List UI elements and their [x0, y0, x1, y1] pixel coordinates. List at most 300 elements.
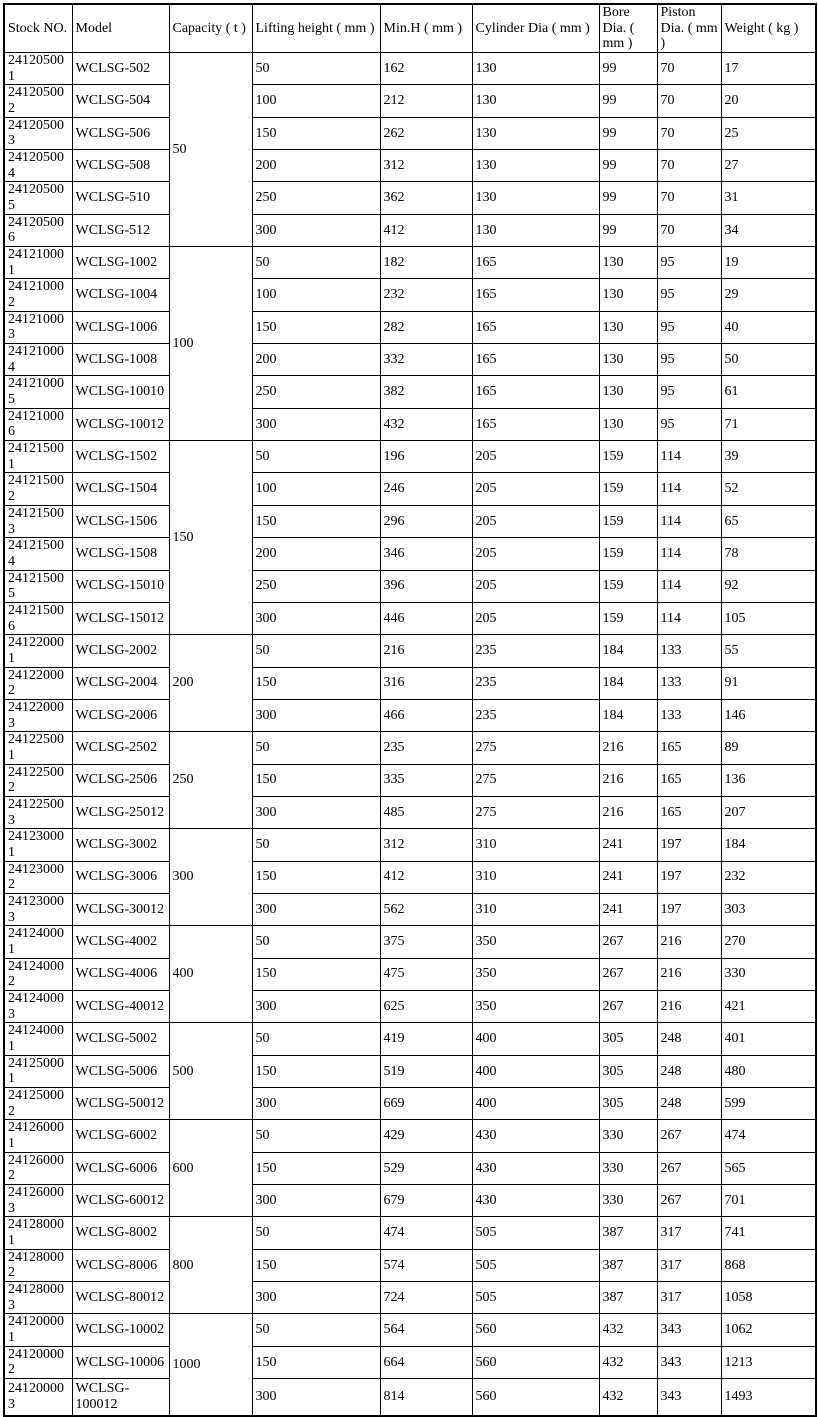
cell-model: WCLSG-3002	[72, 829, 169, 861]
cell-piston: 343	[657, 1314, 721, 1346]
cell-minh: 574	[380, 1249, 472, 1281]
cell-weight: 184	[721, 829, 816, 861]
cell-cylinder: 400	[472, 1023, 599, 1055]
cell-piston: 317	[657, 1217, 721, 1249]
cell-lifting: 250	[252, 376, 380, 408]
cell-minh: 669	[380, 1088, 472, 1120]
cell-lifting: 200	[252, 150, 380, 182]
cell-bore: 267	[599, 990, 657, 1022]
cell-model: WCLSG-4002	[72, 926, 169, 958]
cell-weight: 71	[721, 408, 816, 440]
cell-capacity: 150	[169, 441, 252, 635]
cell-lifting: 300	[252, 893, 380, 925]
cell-piston: 133	[657, 635, 721, 667]
cell-lifting: 300	[252, 990, 380, 1022]
cell-minh: 529	[380, 1152, 472, 1184]
cell-weight: 29	[721, 279, 816, 311]
cell-model: WCLSG-3006	[72, 861, 169, 893]
cell-weight: 1062	[721, 1314, 816, 1346]
cell-bore: 99	[599, 53, 657, 85]
cell-bore: 387	[599, 1282, 657, 1314]
cell-model: WCLSG-30012	[72, 893, 169, 925]
cell-model: WCLSG-2506	[72, 764, 169, 796]
column-header-model: Model	[72, 4, 169, 53]
cell-minh: 664	[380, 1346, 472, 1378]
cell-model: WCLSG-10012	[72, 408, 169, 440]
cell-stock: 241215005	[4, 570, 72, 602]
cell-piston: 114	[657, 602, 721, 634]
cell-stock: 241225003	[4, 796, 72, 828]
cell-minh: 296	[380, 505, 472, 537]
cell-model: WCLSG-1506	[72, 505, 169, 537]
cell-weight: 52	[721, 473, 816, 505]
cell-cylinder: 165	[472, 408, 599, 440]
cell-cylinder: 130	[472, 53, 599, 85]
cell-weight: 599	[721, 1088, 816, 1120]
cell-bore: 216	[599, 732, 657, 764]
cell-piston: 165	[657, 732, 721, 764]
cell-piston: 95	[657, 311, 721, 343]
cell-lifting: 300	[252, 408, 380, 440]
cell-bore: 130	[599, 344, 657, 376]
cell-lifting: 150	[252, 311, 380, 343]
cell-stock: 241250001	[4, 1055, 72, 1087]
cell-piston: 70	[657, 214, 721, 246]
cell-weight: 868	[721, 1249, 816, 1281]
cell-lifting: 50	[252, 53, 380, 85]
table-row	[4, 505, 816, 537]
cell-bore: 387	[599, 1249, 657, 1281]
table-row	[4, 1152, 816, 1184]
cell-lifting: 150	[252, 667, 380, 699]
table-row	[4, 279, 816, 311]
cell-piston: 95	[657, 408, 721, 440]
cell-weight: 50	[721, 344, 816, 376]
cell-piston: 114	[657, 505, 721, 537]
cell-cylinder: 350	[472, 990, 599, 1022]
cell-weight: 330	[721, 958, 816, 990]
table-row	[4, 1185, 816, 1217]
cell-model: WCLSG-1008	[72, 344, 169, 376]
cell-model: WCLSG-15012	[72, 602, 169, 634]
cell-model: WCLSG-1504	[72, 473, 169, 505]
cell-piston: 197	[657, 829, 721, 861]
table-row	[4, 1282, 816, 1314]
cell-weight: 701	[721, 1185, 816, 1217]
table-row	[4, 732, 816, 764]
cell-lifting: 300	[252, 1379, 380, 1416]
cell-stock: 241210006	[4, 408, 72, 440]
cell-lifting: 150	[252, 861, 380, 893]
cell-stock: 241210005	[4, 376, 72, 408]
column-header-lifting-height: Lifting height ( mm )	[252, 4, 380, 53]
cell-minh: 382	[380, 376, 472, 408]
cell-cylinder: 275	[472, 732, 599, 764]
cell-cylinder: 235	[472, 667, 599, 699]
cell-stock: 241205002	[4, 85, 72, 117]
cell-cylinder: 275	[472, 796, 599, 828]
cell-bore: 99	[599, 150, 657, 182]
cell-cylinder: 235	[472, 699, 599, 731]
table-row	[4, 408, 816, 440]
cell-stock: 241240001	[4, 1023, 72, 1055]
cell-minh: 182	[380, 247, 472, 279]
cell-capacity: 600	[169, 1120, 252, 1217]
cell-minh: 562	[380, 893, 472, 925]
cell-weight: 401	[721, 1023, 816, 1055]
table-row	[4, 117, 816, 149]
cell-piston: 216	[657, 926, 721, 958]
cell-capacity: 300	[169, 829, 252, 926]
cell-lifting: 300	[252, 214, 380, 246]
cell-model: WCLSG-6006	[72, 1152, 169, 1184]
cell-weight: 20	[721, 85, 816, 117]
table-row	[4, 53, 816, 85]
cell-piston: 114	[657, 570, 721, 602]
cell-lifting: 250	[252, 570, 380, 602]
cell-minh: 332	[380, 344, 472, 376]
cell-lifting: 50	[252, 1314, 380, 1346]
cell-bore: 387	[599, 1217, 657, 1249]
cell-model: WCLSG-510	[72, 182, 169, 214]
cell-bore: 267	[599, 926, 657, 958]
cell-piston: 133	[657, 667, 721, 699]
cell-stock: 241205001	[4, 53, 72, 85]
cell-piston: 114	[657, 538, 721, 570]
cell-lifting: 150	[252, 1346, 380, 1378]
cell-minh: 412	[380, 214, 472, 246]
cell-minh: 412	[380, 861, 472, 893]
cell-lifting: 50	[252, 1023, 380, 1055]
cell-weight: 207	[721, 796, 816, 828]
cell-piston: 95	[657, 247, 721, 279]
cell-cylinder: 350	[472, 926, 599, 958]
table-row	[4, 182, 816, 214]
column-header-cylinder-dia: Cylinder Dia ( mm )	[472, 4, 599, 53]
cell-cylinder: 235	[472, 635, 599, 667]
cell-stock: 241205004	[4, 150, 72, 182]
cell-model: WCLSG-8002	[72, 1217, 169, 1249]
cell-minh: 429	[380, 1120, 472, 1152]
cell-lifting: 100	[252, 85, 380, 117]
cell-weight: 1213	[721, 1346, 816, 1378]
table-row	[4, 538, 816, 570]
cell-model: WCLSG-10002	[72, 1314, 169, 1346]
cell-weight: 39	[721, 441, 816, 473]
cell-model: WCLSG-5006	[72, 1055, 169, 1087]
cell-lifting: 50	[252, 635, 380, 667]
cell-minh: 232	[380, 279, 472, 311]
cell-weight: 303	[721, 893, 816, 925]
cell-lifting: 100	[252, 279, 380, 311]
column-header-weight: Weight ( kg )	[721, 4, 816, 53]
cell-minh: 466	[380, 699, 472, 731]
cell-lifting: 50	[252, 247, 380, 279]
cell-cylinder: 130	[472, 182, 599, 214]
cell-lifting: 300	[252, 602, 380, 634]
cell-cylinder: 430	[472, 1185, 599, 1217]
cell-stock: 241215004	[4, 538, 72, 570]
cell-stock: 241280001	[4, 1217, 72, 1249]
cell-bore: 99	[599, 182, 657, 214]
cell-bore: 130	[599, 408, 657, 440]
table-row	[4, 473, 816, 505]
cell-piston: 248	[657, 1023, 721, 1055]
table-row	[4, 441, 816, 473]
cell-minh: 312	[380, 829, 472, 861]
cell-bore: 99	[599, 214, 657, 246]
cell-bore: 184	[599, 699, 657, 731]
cell-stock: 241240002	[4, 958, 72, 990]
cell-minh: 679	[380, 1185, 472, 1217]
table-row	[4, 570, 816, 602]
table-row	[4, 926, 816, 958]
cell-weight: 480	[721, 1055, 816, 1087]
cell-cylinder: 560	[472, 1346, 599, 1378]
cell-stock: 241210003	[4, 311, 72, 343]
cell-cylinder: 505	[472, 1282, 599, 1314]
cell-cylinder: 505	[472, 1249, 599, 1281]
cell-stock: 241260003	[4, 1185, 72, 1217]
cell-bore: 159	[599, 505, 657, 537]
cell-model: WCLSG-25012	[72, 796, 169, 828]
cell-cylinder: 560	[472, 1379, 599, 1416]
cell-bore: 432	[599, 1314, 657, 1346]
cell-cylinder: 310	[472, 861, 599, 893]
cell-piston: 165	[657, 796, 721, 828]
cell-piston: 165	[657, 764, 721, 796]
cell-bore: 130	[599, 247, 657, 279]
table-row	[4, 1379, 816, 1416]
cell-weight: 421	[721, 990, 816, 1022]
cell-minh: 282	[380, 311, 472, 343]
cell-stock: 241250002	[4, 1088, 72, 1120]
cell-cylinder: 205	[472, 505, 599, 537]
table-row	[4, 1249, 816, 1281]
cell-model: WCLSG-5002	[72, 1023, 169, 1055]
cell-cylinder: 400	[472, 1055, 599, 1087]
cell-capacity: 250	[169, 732, 252, 829]
cell-piston: 343	[657, 1379, 721, 1416]
cell-bore: 330	[599, 1185, 657, 1217]
cell-lifting: 200	[252, 538, 380, 570]
cell-weight: 565	[721, 1152, 816, 1184]
cell-weight: 136	[721, 764, 816, 796]
table-body	[4, 53, 816, 1416]
cell-weight: 105	[721, 602, 816, 634]
cell-cylinder: 400	[472, 1088, 599, 1120]
cell-minh: 474	[380, 1217, 472, 1249]
cell-minh: 396	[380, 570, 472, 602]
cell-piston: 317	[657, 1249, 721, 1281]
cell-stock: 241220002	[4, 667, 72, 699]
cell-piston: 70	[657, 85, 721, 117]
cell-lifting: 250	[252, 182, 380, 214]
cell-piston: 267	[657, 1185, 721, 1217]
cell-lifting: 150	[252, 764, 380, 796]
cell-stock: 241260001	[4, 1120, 72, 1152]
cell-weight: 34	[721, 214, 816, 246]
column-header-bore-dia: Bore Dia. ( mm )	[599, 4, 657, 53]
cell-lifting: 150	[252, 505, 380, 537]
cell-stock: 241230003	[4, 893, 72, 925]
cell-cylinder: 130	[472, 85, 599, 117]
cell-model: WCLSG-4006	[72, 958, 169, 990]
cell-minh: 814	[380, 1379, 472, 1416]
cell-minh: 335	[380, 764, 472, 796]
cell-piston: 343	[657, 1346, 721, 1378]
table-row	[4, 667, 816, 699]
cell-model: WCLSG-10010	[72, 376, 169, 408]
cell-weight: 232	[721, 861, 816, 893]
cell-cylinder: 130	[472, 214, 599, 246]
cell-minh: 162	[380, 53, 472, 85]
cell-cylinder: 205	[472, 538, 599, 570]
table-row	[4, 1314, 816, 1346]
table-header	[4, 4, 816, 53]
table-row	[4, 796, 816, 828]
cell-piston: 70	[657, 150, 721, 182]
cell-piston: 267	[657, 1120, 721, 1152]
cell-cylinder: 205	[472, 441, 599, 473]
cell-weight: 31	[721, 182, 816, 214]
table-row	[4, 1120, 816, 1152]
cell-lifting: 150	[252, 958, 380, 990]
header-row	[4, 4, 816, 53]
cell-piston: 95	[657, 376, 721, 408]
cell-bore: 305	[599, 1055, 657, 1087]
cell-weight: 19	[721, 247, 816, 279]
cell-lifting: 150	[252, 1055, 380, 1087]
cell-model: WCLSG-2004	[72, 667, 169, 699]
cell-bore: 330	[599, 1152, 657, 1184]
cell-minh: 485	[380, 796, 472, 828]
cell-bore: 130	[599, 279, 657, 311]
cell-stock: 241210004	[4, 344, 72, 376]
cell-weight: 89	[721, 732, 816, 764]
cell-model: WCLSG-502	[72, 53, 169, 85]
cell-stock: 241280002	[4, 1249, 72, 1281]
cell-weight: 741	[721, 1217, 816, 1249]
product-spec-table	[3, 3, 817, 1417]
cell-bore: 305	[599, 1088, 657, 1120]
cell-cylinder: 130	[472, 150, 599, 182]
cell-piston: 95	[657, 344, 721, 376]
table-row	[4, 1055, 816, 1087]
cell-lifting: 200	[252, 344, 380, 376]
cell-lifting: 50	[252, 732, 380, 764]
cell-minh: 446	[380, 602, 472, 634]
cell-model: WCLSG-100012	[72, 1379, 169, 1416]
cell-bore: 267	[599, 958, 657, 990]
cell-capacity: 50	[169, 53, 252, 247]
cell-bore: 330	[599, 1120, 657, 1152]
cell-lifting: 300	[252, 1185, 380, 1217]
cell-lifting: 300	[252, 1088, 380, 1120]
cell-minh: 564	[380, 1314, 472, 1346]
cell-model: WCLSG-504	[72, 85, 169, 117]
cell-minh: 519	[380, 1055, 472, 1087]
cell-bore: 216	[599, 764, 657, 796]
cell-lifting: 150	[252, 1249, 380, 1281]
cell-piston: 70	[657, 117, 721, 149]
cell-minh: 432	[380, 408, 472, 440]
cell-lifting: 150	[252, 1152, 380, 1184]
table-row	[4, 85, 816, 117]
cell-minh: 419	[380, 1023, 472, 1055]
cell-lifting: 300	[252, 796, 380, 828]
cell-piston: 70	[657, 53, 721, 85]
cell-bore: 159	[599, 570, 657, 602]
cell-cylinder: 165	[472, 247, 599, 279]
cell-model: WCLSG-50012	[72, 1088, 169, 1120]
cell-model: WCLSG-512	[72, 214, 169, 246]
cell-bore: 99	[599, 85, 657, 117]
cell-cylinder: 505	[472, 1217, 599, 1249]
cell-minh: 262	[380, 117, 472, 149]
cell-model: WCLSG-15010	[72, 570, 169, 602]
cell-weight: 61	[721, 376, 816, 408]
cell-piston: 317	[657, 1282, 721, 1314]
cell-model: WCLSG-508	[72, 150, 169, 182]
cell-lifting: 100	[252, 473, 380, 505]
column-header-min-h: Min.H ( mm )	[380, 4, 472, 53]
cell-stock: 241215001	[4, 441, 72, 473]
cell-bore: 159	[599, 473, 657, 505]
cell-piston: 216	[657, 958, 721, 990]
cell-cylinder: 560	[472, 1314, 599, 1346]
table-row	[4, 635, 816, 667]
cell-minh: 475	[380, 958, 472, 990]
cell-piston: 95	[657, 279, 721, 311]
cell-stock: 241220003	[4, 699, 72, 731]
cell-cylinder: 130	[472, 117, 599, 149]
cell-lifting: 50	[252, 926, 380, 958]
cell-bore: 432	[599, 1379, 657, 1416]
table-row	[4, 764, 816, 796]
cell-model: WCLSG-60012	[72, 1185, 169, 1217]
table-row	[4, 1088, 816, 1120]
cell-minh: 196	[380, 441, 472, 473]
cell-minh: 312	[380, 150, 472, 182]
cell-minh: 362	[380, 182, 472, 214]
cell-lifting: 300	[252, 699, 380, 731]
cell-minh: 235	[380, 732, 472, 764]
cell-weight: 17	[721, 53, 816, 85]
cell-cylinder: 205	[472, 602, 599, 634]
cell-stock: 241210001	[4, 247, 72, 279]
cell-lifting: 50	[252, 1120, 380, 1152]
cell-bore: 130	[599, 376, 657, 408]
cell-piston: 248	[657, 1088, 721, 1120]
cell-cylinder: 165	[472, 311, 599, 343]
cell-stock: 241200001	[4, 1314, 72, 1346]
column-header-capacity: Capacity ( t )	[169, 4, 252, 53]
cell-model: WCLSG-1508	[72, 538, 169, 570]
cell-cylinder: 310	[472, 829, 599, 861]
cell-model: WCLSG-10006	[72, 1346, 169, 1378]
table-row	[4, 311, 816, 343]
cell-weight: 27	[721, 150, 816, 182]
cell-piston: 248	[657, 1055, 721, 1087]
cell-cylinder: 430	[472, 1152, 599, 1184]
cell-weight: 474	[721, 1120, 816, 1152]
cell-weight: 65	[721, 505, 816, 537]
column-header-stock-no: Stock NO.	[4, 4, 72, 53]
cell-weight: 40	[721, 311, 816, 343]
cell-bore: 99	[599, 117, 657, 149]
cell-stock: 241240003	[4, 990, 72, 1022]
